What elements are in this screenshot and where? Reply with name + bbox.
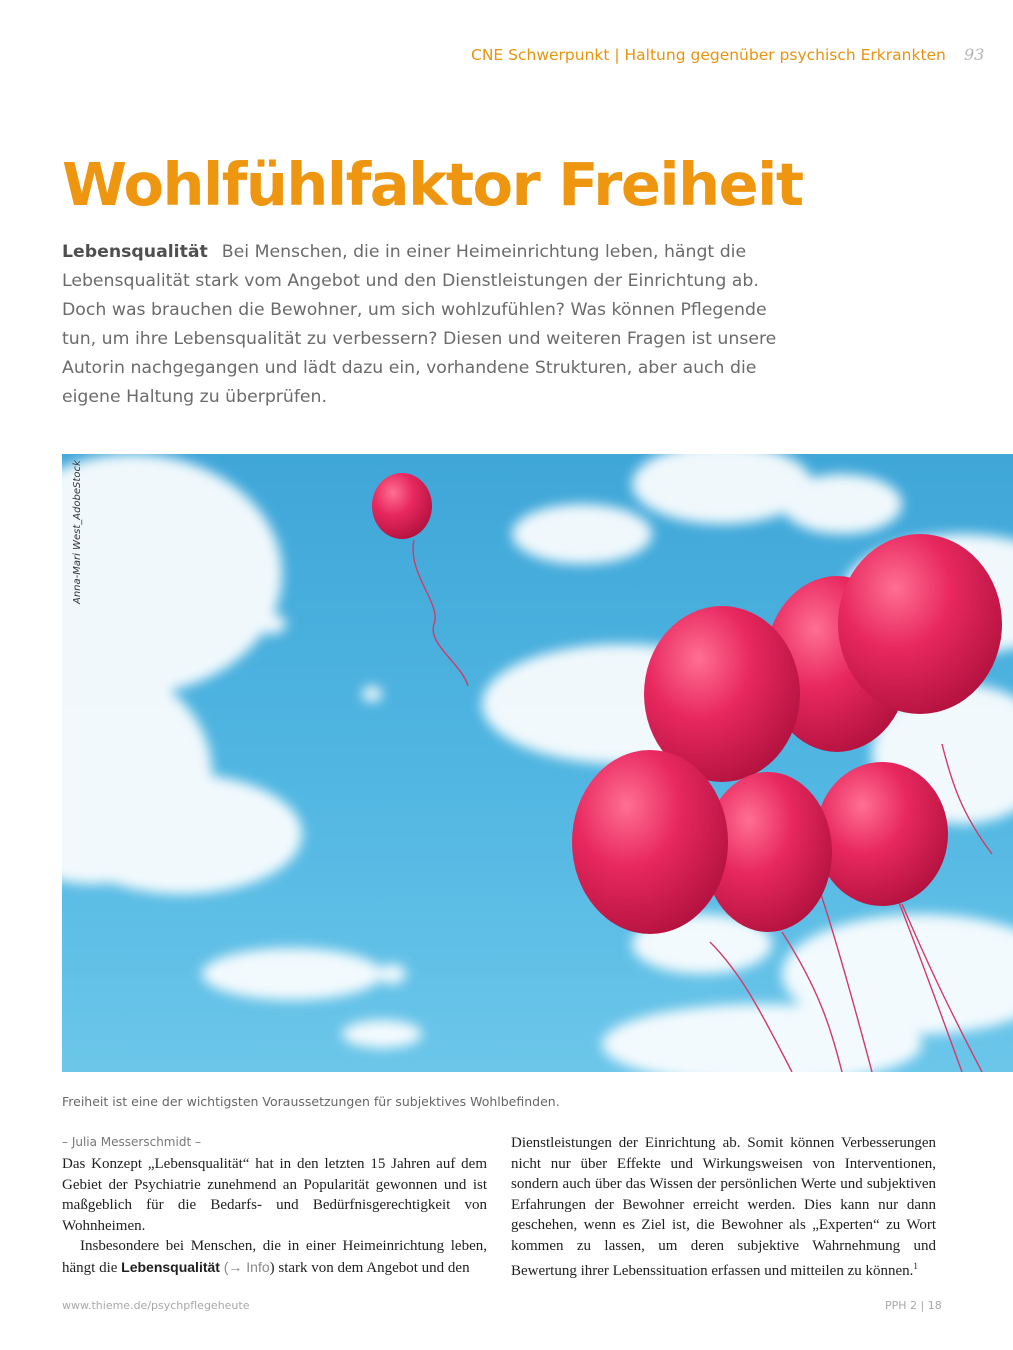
lead-paragraph [62,238,802,412]
body-paragraph [62,1236,487,1278]
clouds [62,454,1013,1072]
balloons-illustration [62,454,1013,1072]
glossary-term: Lebensqualität [121,1258,220,1275]
body-column-right [511,1133,936,1282]
balloons [372,473,1002,934]
balloon [838,534,1002,714]
lead-text: Bei Menschen, die in einer Heimeinrichtung leben, hängt die Lebensqualität stark vom Angebot und den Dienstleistungen der Einrichtung ab. Doch was brauchen die Bewohner, um sich wohlzufühlen? Was können Pflegende tun, um ihre Lebensqualität zu verbessern? Diesen und weiteren Fragen ist unsere Autorin nachgegangen und lädt dazu ein, vorhandene Strukturen, aber auch die eigene Haltung zu überprüfen. [62,242,777,407]
body-text: Dienstleistungen der Einrichtung ab. Somit können Verbesserungen nicht nur über Effekte und Wirkungsweisen von Interventionen, sondern auch über das Wissen der persönlichen Werte und subjektiven Erfahrungen der Bewohner erreicht werden. Dies kann nur dann geschehen, wenn es Ziel ist, die Bewohner als „Experten“ zu Wort kommen zu lassen, um deren subjektive Wahrnehmung und Bewertung ihrer Lebenssituation erfassen und mitteilen zu können. [511,1135,936,1279]
photo-credit: Anna-Mari West_AdobeStock [72,460,83,604]
body-paragraph [511,1133,936,1282]
small-balloon [372,473,432,539]
lead-kicker: Lebensqualität [62,242,208,262]
page-number: 93 [964,45,985,64]
body-column-left [62,1154,487,1278]
body-text: Insbesondere bei Menschen, die in einer Heimeinrichtung leben, hängt die [62,1238,487,1276]
info-arrow-icon: (→ [223,1258,247,1275]
body-paragraph: Das Konzept „Lebensqualität“ hat in den letzten 15 Jahren auf dem Gebiet der Psychiatrie zunehmend an Popularität gewonnen und ist maßgeblich für die Bedarfs- und Bedürfnisgerechtigkeit von Wohnheimen. [62,1156,487,1234]
body-text: ) stark von dem Angebot und den [269,1259,470,1276]
balloons-photo [62,454,1013,1072]
footer-url[interactable]: www.thieme.de/psychpflegeheute [62,1299,250,1312]
balloon [572,750,728,934]
footer-issue: PPH 2 | 18 [885,1299,942,1312]
info-link[interactable]: Info [246,1258,270,1275]
balloon [816,762,948,906]
article-title: Wohlfühlfaktor Freiheit [62,150,803,219]
author-byline: – Julia Messerschmidt – [62,1135,201,1149]
photo-caption: Freiheit ist eine der wichtigsten Voraussetzungen für subjektives Wohlbefinden. [62,1094,560,1109]
running-head: CNE Schwerpunkt | Haltung gegenüber psychisch Erkrankten [471,46,946,64]
footnote-marker[interactable]: 1 [913,1261,918,1271]
